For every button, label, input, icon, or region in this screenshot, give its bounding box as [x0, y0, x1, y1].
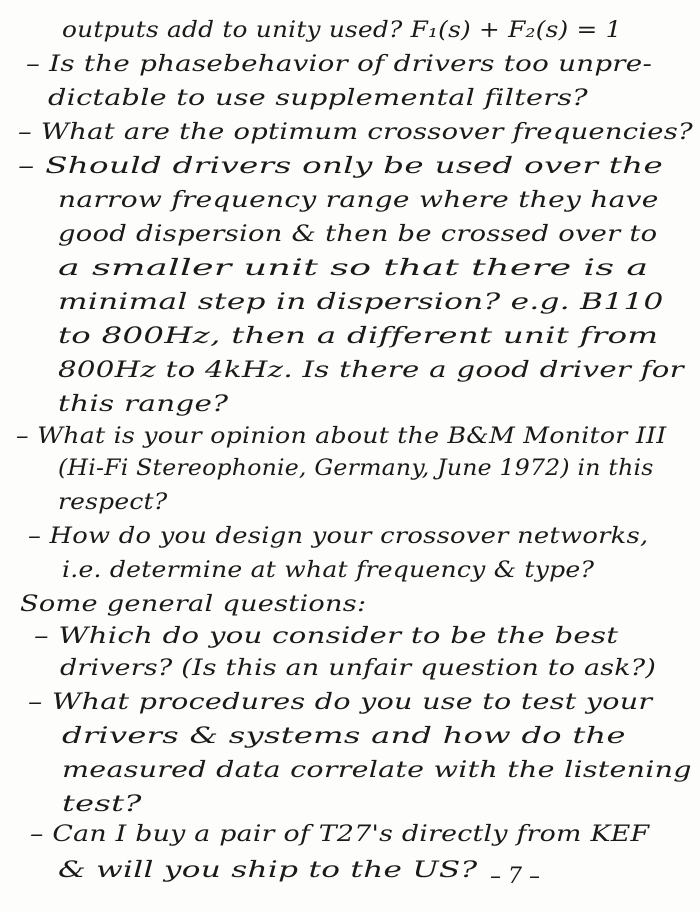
text-line-11: 800Hz to 4kHz. Is there a good driver for — [58, 358, 684, 383]
text-line-18: Some general questions: — [20, 592, 367, 617]
text-line-24: test? — [62, 792, 142, 817]
text-line-19: – Which do you consider to be the best — [34, 624, 619, 649]
text-line-3: dictable to use supplemental filters? — [48, 86, 588, 111]
text-line-14: (Hi-Fi Stereophonie, Germany, June 1972) in this — [58, 456, 654, 481]
text-line-9: minimal step in dispersion? e.g. B110 — [58, 290, 664, 315]
page-number: – 7 – — [490, 864, 540, 889]
text-line-13: – What is your opinion about the B&M Monitor III — [16, 424, 667, 449]
text-line-6: narrow frequency range where they have — [58, 188, 659, 213]
text-line-2: – Is the phasebehavior of drivers too unpre- — [26, 52, 653, 77]
text-line-17: i.e. determine at what frequency & type? — [62, 558, 595, 583]
text-line-21: – What procedures do you use to test your — [28, 690, 653, 715]
text-line-20: drivers? (Is this an unfair question to ask?) — [60, 656, 657, 681]
text-line-5: – Should drivers only be used over the — [18, 154, 663, 179]
text-line-15: respect? — [58, 490, 168, 515]
text-line-26: & will you ship to the US? — [58, 858, 478, 883]
text-line-4: – What are the optimum crossover frequencies? — [18, 120, 693, 145]
text-line-16: – How do you design your crossover networks, — [28, 524, 649, 549]
text-line-10: to 800Hz, then a different unit from — [58, 324, 659, 349]
text-line-22: drivers & systems and how do the — [62, 724, 626, 749]
text-line-12: this range? — [58, 392, 229, 417]
text-line-23: measured data correlate with the listening — [62, 758, 692, 783]
text-line-8: a smaller unit so that there is a — [58, 256, 649, 281]
text-line-1: outputs add to unity used? F₁(s) + F₂(s) = 1 — [62, 18, 622, 43]
text-line-25: – Can I buy a pair of T27's directly from KEF — [30, 822, 650, 847]
text-line-7: good dispersion & then be crossed over to — [58, 222, 658, 247]
